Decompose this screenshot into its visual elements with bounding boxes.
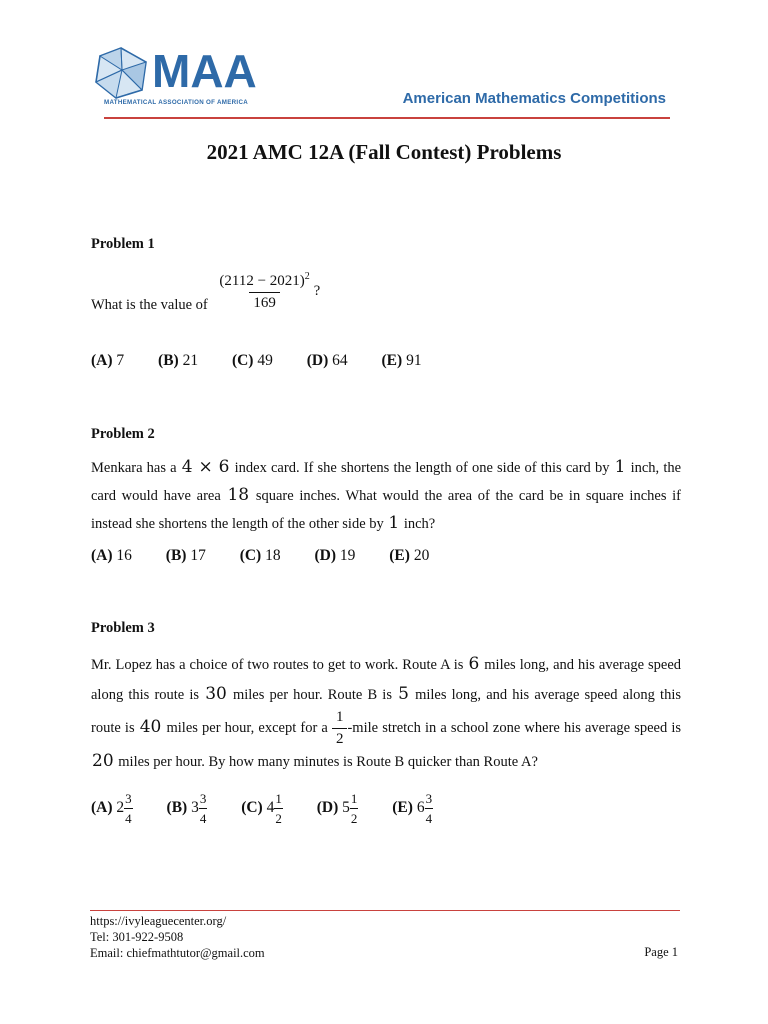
problem-3-text: Mr. Lopez has a choice of two routes to get to work. Route A is 6 miles long, and his average speed along this route is 30 miles per hour. Route B is 5 miles long, and his average speed along this route is 40 miles per hour, except for a $\frac{1}{2}$ -mile stretch in a school zone where his average speed is 20 miles per hour. By how many minutes is Route B quicker than Route A?: [91, 654, 682, 771]
footer-url[interactable]: https://ivyleaguecenter.org/: [90, 914, 227, 928]
icosahedron-icon: [92, 46, 150, 100]
logo-subtitle: MATHEMATICAL ASSOCIATION OF AMERICA: [104, 99, 248, 106]
footer-tel: Tel: 301-922-9508: [90, 930, 184, 944]
problem-2-choices: [91, 547, 459, 565]
header-rule: [104, 117, 670, 119]
problem-1-heading: Problem 1: [91, 236, 155, 252]
problem-1-qmark: ?: [313, 282, 321, 299]
math-4x6: 4 × 6: [181, 457, 230, 477]
choice-a[interactable]: (A) 7: [91, 352, 125, 370]
choice-d[interactable]: (D) 19: [314, 547, 356, 565]
half-fraction: $\frac{1}{2}$: [332, 710, 348, 747]
problem-2-heading: Problem 2: [91, 426, 155, 442]
problem-1-numerator: (2112 − 2021): [219, 273, 305, 289]
page-number: Page 1: [644, 945, 678, 959]
choice-d[interactable]: (D) 64: [306, 352, 348, 370]
page-header: [90, 40, 670, 120]
amc-title: American Mathematics Competitions: [402, 90, 666, 107]
choice-e[interactable]: (E) 20: [389, 547, 430, 565]
page-title: 2021 AMC 12A (Fall Contest) Problems: [206, 140, 562, 164]
problem-1-lead: What is the value of: [91, 296, 208, 313]
choice-b[interactable]: (B) 17: [165, 547, 206, 565]
maa-logo: [90, 46, 260, 112]
problem-1-denominator: 169: [249, 292, 280, 311]
choice-a[interactable]: (A) 16: [91, 547, 132, 565]
choice-b[interactable]: (B) 21: [158, 352, 199, 370]
choice-c[interactable]: (C) 49: [231, 352, 273, 370]
logo-text: MAA: [152, 45, 257, 97]
problem-1-choices: [91, 352, 452, 370]
problem-1-text: [91, 272, 681, 315]
page-footer: [90, 913, 265, 961]
problem-3-choices: [91, 792, 463, 825]
problem-2-text: Menkara has a 4 × 6 index card. If she shortens the length of one side of this card by 1 inch, the card would have area 18 square inches. What would the area of the card be in square inches if instead she shortens the length of the other side by 1 inch?: [91, 457, 682, 533]
choice-c[interactable]: (C) 18: [239, 547, 281, 565]
footer-email[interactable]: Email: chiefmathtutor@gmail.com: [90, 946, 265, 960]
choice-d[interactable]: (D) 5 $\frac{1}{2}$: [316, 791, 358, 826]
problem-3-heading: Problem 3: [91, 620, 155, 636]
footer-rule: [90, 910, 680, 911]
choice-e[interactable]: (E) 6 $\frac{3}{4}$: [392, 791, 433, 826]
choice-a[interactable]: (A) 2 $\frac{3}{4}$: [91, 791, 132, 826]
problem-1-fraction: [215, 272, 313, 311]
choice-c[interactable]: (C) 4 $\frac{1}{2}$: [241, 791, 282, 826]
problem-1-exponent: 2: [304, 271, 310, 282]
choice-b[interactable]: (B) 3 $\frac{3}{4}$: [166, 791, 207, 826]
choice-e[interactable]: (E) 91: [381, 352, 422, 370]
